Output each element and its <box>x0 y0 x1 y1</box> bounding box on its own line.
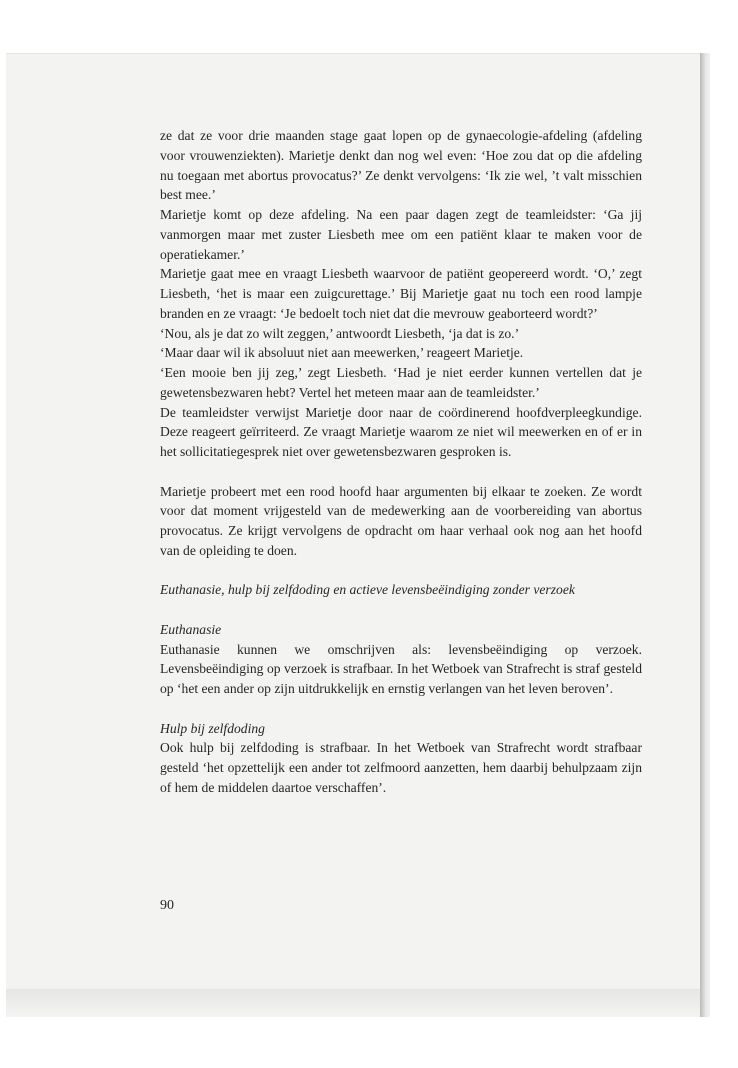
page-number: 90 <box>160 898 174 913</box>
subheading-euthanasie: Euthanasie <box>160 621 222 637</box>
paragraph: ‘Een mooie ben jij zeg,’ zegt Liesbeth. ‘Had je niet eerder kunnen vertellen dat je gewetensbezwaren hebt? Vertel het meteen maar aan de teamleidster.’ <box>160 365 642 400</box>
paragraph: ze dat ze voor drie maanden stage gaat lopen op de gynaecologie-afdeling (afdeling voor vrouwenziekten). Marietje denkt dan nog wel even: ‘Hoe zou dat op die afdeling nu toegaan met abortus provocatus?’ Ze denkt vervolgens: ‘Ik zie wel, ’t valt misschien best mee.’ <box>160 128 642 203</box>
paragraph: ‘Maar daar wil ik absoluut niet aan meewerken,’ reageert Marietje. <box>160 345 524 361</box>
page-edge <box>700 53 710 1017</box>
paragraph: Marietje komt op deze afdeling. Na een paar dagen zegt de teamleidster: ‘Ga jij vanmorgen maar met zuster Liesbeth mee om een patiënt klaar te maken voor de operatiekamer.’ <box>160 207 642 262</box>
paragraph: Marietje probeert met een rood hoofd haar argumenten bij elkaar te zoeken. Ze wordt voor dat moment vrijgesteld van de medewerking aan de voorbereiding van abortus provocatus. Ze krijgt vervolgens de opdracht om haar verhaal ook nog aan het hoofd van de opleiding te doen. <box>160 483 642 558</box>
paragraph: Ook hulp bij zelfdoding is strafbaar. In het Wetboek van Strafrecht wordt strafbaar gesteld ‘het opzettelijk een ander tot zelfmoord aanzetten, hem daarbij behulpzaam zijn of hem de middelen daartoe verschaffen’. <box>160 740 642 795</box>
paragraph: ‘Nou, als je dat zo wilt zeggen,’ antwoordt Liesbeth, ‘ja dat is zo.’ <box>160 325 520 341</box>
section-heading: Euthanasie, hulp bij zelfdoding en actieve levensbeëindiging zonder verzoek <box>160 582 575 598</box>
body-text <box>160 126 642 798</box>
subheading-hulp-bij-zelfdoding: Hulp bij zelfdoding <box>160 720 265 736</box>
page-stack-bottom <box>6 989 710 1017</box>
paragraph: De teamleidster verwijst Marietje door naar de coördinerend hoofdverpleegkundige. Deze reageert geïrriteerd. Ze vraagt Marietje waarom ze niet wil meewerken en of er in het sollicitatiegesprek niet over gewetensbezwaren gesproken is. <box>160 404 642 459</box>
paragraph: Marietje gaat mee en vraagt Liesbeth waarvoor de patiënt geopereerd wordt. ‘O,’ zegt Liesbeth, ‘het is maar een zuigcurettage.’ Bij Marietje gaat nu toch een rood lampje branden en ze vraagt: ‘Je bedoelt toch niet dat die mevrouw geaborteerd wordt?’ <box>160 266 642 321</box>
paragraph: Euthanasie kunnen we omschrijven als: levensbeëindiging op verzoek. Levensbeëindiging op verzoek is strafbaar. In het Wetboek van Strafrecht is straf gesteld op ‘het een ander op zijn uitdrukkelijk en ernstig verlangen van het leven beroven’. <box>160 641 642 696</box>
